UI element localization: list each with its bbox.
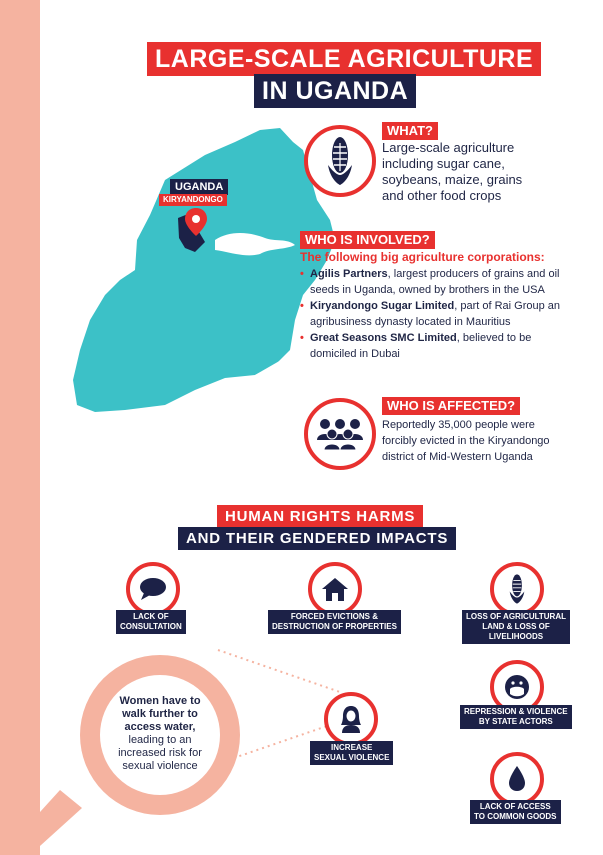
map-region-label: KIRYANDONGO: [159, 194, 227, 206]
corporation-item: • Great Seasons SMC Limited, believed to be domiciled in Dubai: [300, 330, 580, 362]
corporation-item: • Agilis Partners, largest producers of grains and oil seeds in Uganda, owned by brothers in the USA: [300, 266, 580, 298]
map-country-label: UGANDA: [170, 179, 228, 195]
magnifier-text: Women have to walk further to access water, leading to an increased risk for sexual violence: [118, 695, 202, 772]
evictions-label: FORCED EVICTIONS & DESTRUCTION OF PROPERTIES: [268, 610, 401, 634]
what-tag: WHAT?: [382, 122, 438, 140]
affected-tag: WHO IS AFFECTED?: [382, 397, 520, 415]
title-line-1: LARGE-SCALE AGRICULTURE: [147, 42, 541, 76]
sexual-violence-label: INCREASE SEXUAL VIOLENCE: [310, 741, 393, 765]
common-goods-label: LACK OF ACCESS TO COMMON GOODS: [470, 800, 561, 824]
woman-icon: [338, 704, 364, 734]
common-goods-circle: [490, 752, 544, 806]
involved-tag: WHO IS INVOLVED?: [300, 231, 435, 249]
repression-label: REPRESSION & VIOLENCE BY STATE ACTORS: [460, 705, 572, 729]
title-line-2: IN UGANDA: [254, 74, 416, 108]
harms-title-2: AND THEIR GENDERED IMPACTS: [178, 527, 456, 550]
involved-intro: The following big agriculture corporations:: [300, 250, 545, 264]
corporation-item: • Kiryandongo Sugar Limited, part of Rai Group an agribusiness dynasty located in Mauritius: [300, 298, 580, 330]
consultation-label: LACK OF CONSULTATION: [116, 610, 186, 634]
water-drop-icon: [507, 765, 527, 793]
land-loss-label: LOSS OF AGRICULTURAL LAND & LOSS OF LIVELIHOODS: [462, 610, 570, 644]
sexual-violence-circle: [324, 692, 378, 746]
harms-title-1: HUMAN RIGHTS HARMS: [217, 505, 423, 528]
affected-text: Reportedly 35,000 people were forcibly evicted in the Kiryandongo district of Mid-Western Uganda: [382, 419, 550, 463]
what-text: Large-scale agriculture including sugar cane, soybeans, maize, grains and other food crops: [382, 140, 523, 203]
